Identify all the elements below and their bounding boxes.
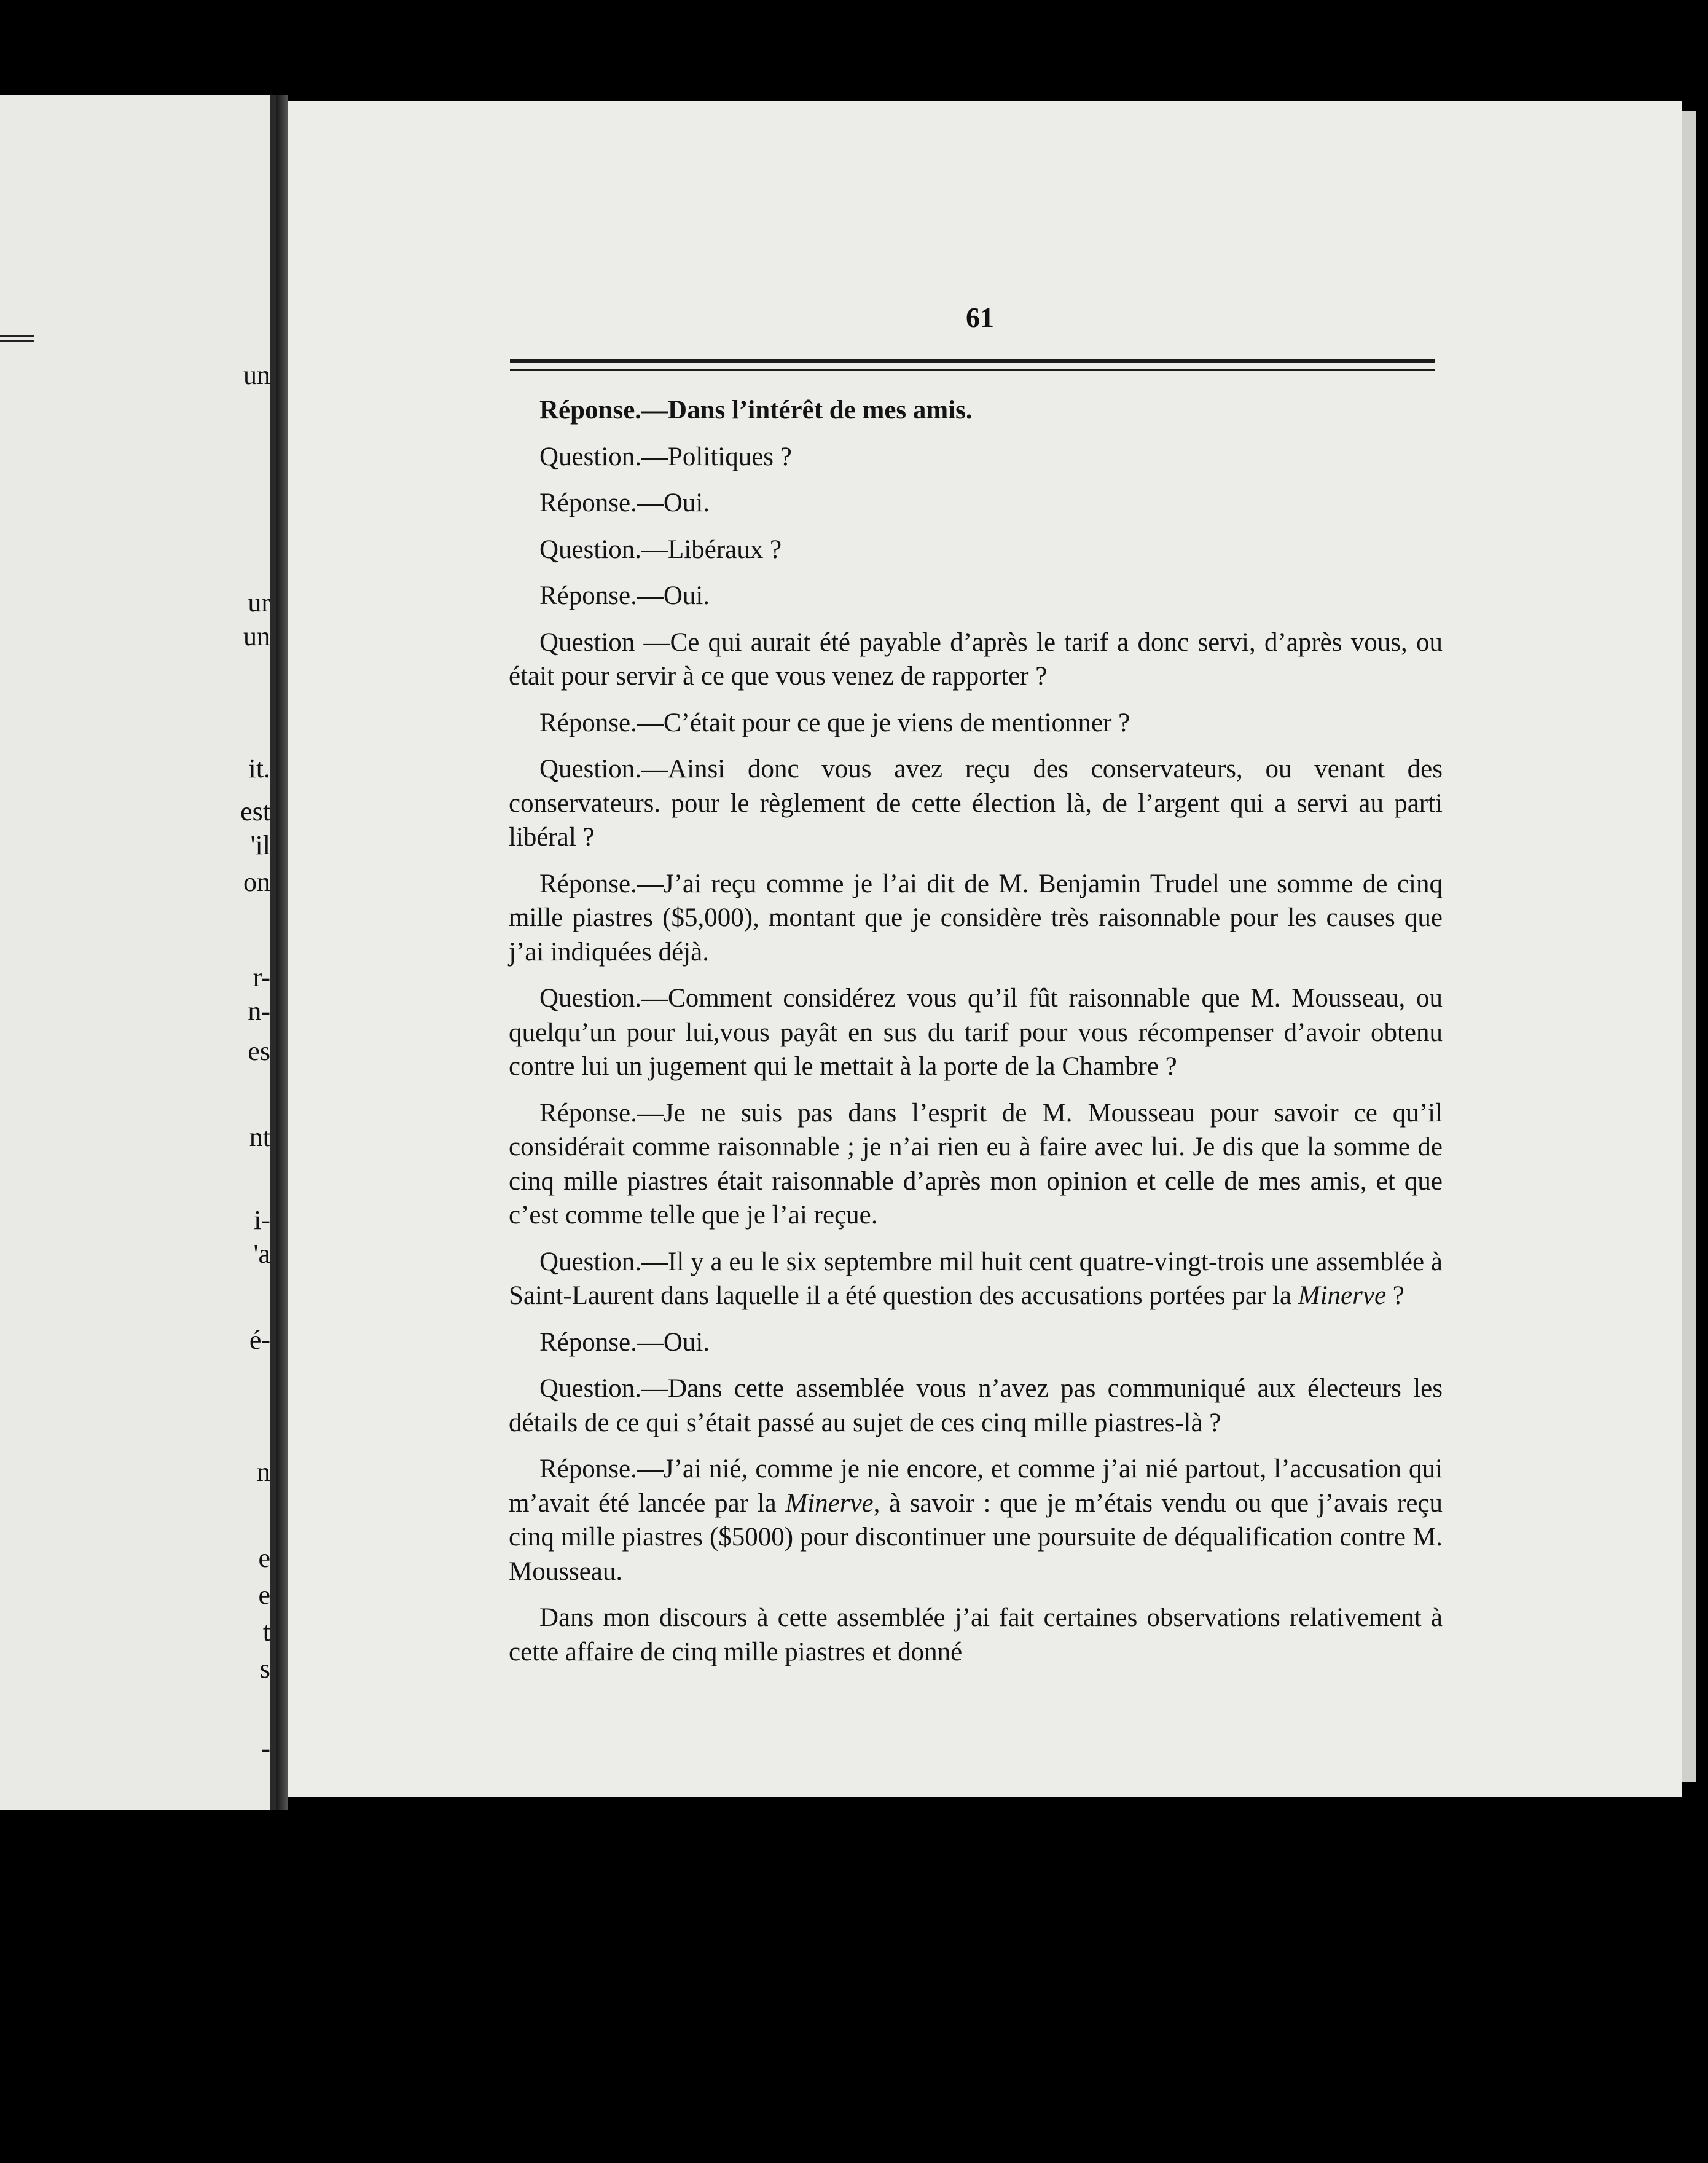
paragraph <box>509 1452 1443 1588</box>
paragraph: Réponse.—Oui. <box>539 489 710 517</box>
paragraph: Réponse.—Dans l’intérêt de mes amis. <box>539 396 973 425</box>
paragraph-text: , à savoir : que je m’étais vendu ou que j’avais reçu cinq mille piastres ($5000) pour discontinuer une poursuite de déqualification contre M. Mousseau. <box>509 1488 1443 1586</box>
paragraph: Réponse.—J’ai reçu comme je l’ai dit de M. Benjamin Trudel une somme de cinq mille piastres ($5,000), montant que je considère très raisonnable pour les causes que j’ai indiquées déjà. <box>509 869 1443 967</box>
left-page-fragment: r- <box>253 962 270 992</box>
left-page-fragment: é- <box>249 1325 270 1355</box>
paragraph: Réponse.—Oui. <box>539 581 710 610</box>
left-page-fragment: 'il <box>250 830 270 860</box>
paragraph <box>509 1245 1443 1313</box>
page-number: 61 <box>966 302 994 333</box>
left-page-rule <box>0 335 34 342</box>
left-page-fragment: s <box>259 1654 270 1684</box>
left-page-fragment: un <box>243 360 270 390</box>
paragraph: Question —Ce qui aurait été payable d’après le tarif a donc servi, d’après vous, ou était pour servir à ce que vous venez de rapporter ? <box>509 627 1443 691</box>
newspaper-name: Minerve <box>1298 1281 1387 1310</box>
header-rule-thin <box>510 369 1435 371</box>
left-page-fragment: it. <box>248 753 270 783</box>
paragraph: Question.—Libéraux ? <box>539 535 782 564</box>
paragraph: Réponse.—Oui. <box>539 1327 710 1357</box>
left-page-fragment: nt <box>249 1122 270 1152</box>
left-page-fragment: n- <box>248 996 270 1026</box>
left-page-fragment: est <box>240 796 270 826</box>
left-page-fragment: es <box>248 1036 270 1066</box>
left-page-fragment: un <box>243 621 270 651</box>
paragraph-text: Réponse.—J’ai nié, comme je nie encore, et comme j’ai nié partout, l’accusation qui m’avait été lancée par la <box>509 1454 1443 1518</box>
left-page-fragment: ur <box>248 587 270 618</box>
header-rule <box>510 359 1435 363</box>
left-page-fragment: 'a <box>253 1239 270 1269</box>
paragraph: Réponse.—C’était pour ce que je viens de mentionner ? <box>539 708 1130 737</box>
paragraph: Question.—Dans cette assemblée vous n’avez pas communiqué aux électeurs les détails de ce qui s’était passé au sujet de ces cinq mille piastres-là ? <box>509 1374 1443 1437</box>
paragraph: Question.—Ainsi donc vous avez reçu des conservateurs, ou venant des conservateurs. pour le règlement de cette élection là, de l’argent qui a servi au parti libéral ? <box>509 755 1443 852</box>
paragraph: Question.—Comment considérez vous qu’il fût raisonnable que M. Mousseau, ou quelqu’un pour lui,vous payât en sus du tarif pour vous récompenser d’avoir obtenu contre lui un jugement qui le mettait à la porte de la Chambre ? <box>509 984 1443 1081</box>
paragraph: Dans mon discours à cette assemblée j’ai fait certaines observations relativement à cette affaire de cinq mille piastres et donné <box>509 1603 1443 1666</box>
left-page-fragment: on <box>243 867 270 897</box>
left-page-fragment: e <box>258 1580 270 1610</box>
newspaper-name: Minerve <box>785 1488 874 1518</box>
left-page <box>0 95 276 1810</box>
paragraph-text: Question.—Il y a eu le six septembre mil huit cent quatre-vingt-trois une assemblée à Saint-Laurent dans laquelle il a été question des accusations portées par la <box>509 1247 1443 1310</box>
left-page-fragment: - <box>261 1733 270 1764</box>
page-edge <box>1682 111 1696 1782</box>
paragraph: Réponse.—Je ne suis pas dans l’esprit de M. Mousseau pour savoir ce qu’il considérait comme raisonnable ; je n’ai rien eu à faire avec lui. Je dis que la somme de cinq mille piastres était raisonnable d’après mon opinion et celle de mes amis, et que c’est comme telle que je l’ai reçue. <box>509 1098 1443 1230</box>
left-page-fragment: t <box>262 1617 270 1647</box>
body-text <box>509 393 1443 1681</box>
book-gutter <box>276 95 288 1810</box>
left-page-fragment: i- <box>254 1205 270 1235</box>
left-page-fragment: e <box>258 1543 270 1573</box>
paragraph-text: ? <box>1386 1281 1404 1310</box>
left-page-fragment: n <box>257 1457 270 1487</box>
paragraph: Question.—Politiques ? <box>539 442 792 471</box>
